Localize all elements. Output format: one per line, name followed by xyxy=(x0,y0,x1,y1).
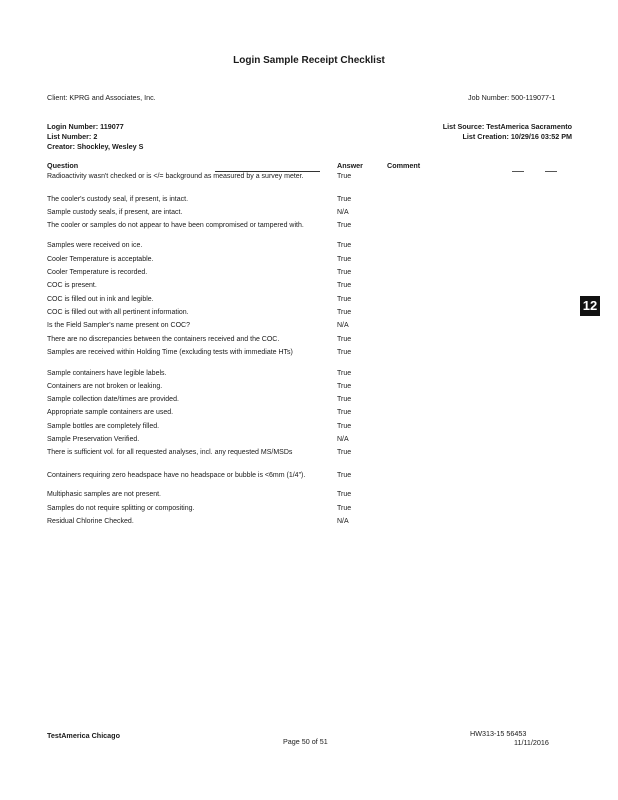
page-title: Login Sample Receipt Checklist xyxy=(233,55,385,66)
question-cell: COC is present. xyxy=(47,282,97,289)
question-cell: Samples were received on ice. xyxy=(47,242,143,249)
answer-cell: True xyxy=(337,472,352,479)
question-cell: COC is filled out with all pertinent information. xyxy=(47,309,189,316)
list-number: List Number: 2 xyxy=(47,132,98,141)
answer-cell: N/A xyxy=(337,518,349,525)
question-cell: Samples do not require splitting or compositing. xyxy=(47,505,195,512)
header-dash xyxy=(545,171,557,172)
question-cell: Cooler Temperature is recorded. xyxy=(47,269,148,276)
answer-cell: N/A xyxy=(337,209,349,216)
column-header-comment: Comment xyxy=(387,161,421,170)
footer-date: 11/11/2016 xyxy=(514,738,549,747)
question-cell: Sample collection date/times are provided. xyxy=(47,396,179,403)
answer-cell: True xyxy=(337,409,352,416)
question-cell: Is the Field Sampler's name present on COC? xyxy=(47,322,190,329)
question-cell: The cooler or samples do not appear to have been compromised or tampered with. xyxy=(47,222,304,229)
question-cell: Sample custody seals, if present, are intact. xyxy=(47,209,183,216)
question-cell: Containers are not broken or leaking. xyxy=(47,383,163,390)
footer-lab: TestAmerica Chicago xyxy=(47,731,120,740)
answer-cell: True xyxy=(337,505,352,512)
client-label: Client: KPRG and Associates, Inc. xyxy=(47,93,156,102)
answer-cell: True xyxy=(337,296,352,303)
answer-cell: True xyxy=(337,396,352,403)
list-creation: List Creation: 10/29/16 03:52 PM xyxy=(462,132,572,141)
question-cell: Residual Chlorine Checked. xyxy=(47,518,134,525)
answer-cell: True xyxy=(337,242,352,249)
question-cell: The cooler's custody seal, if present, is intact. xyxy=(47,196,189,203)
answer-cell: True xyxy=(337,336,352,343)
question-cell: Sample Preservation Verified. xyxy=(47,436,140,443)
job-number: Job Number: 500-119077-1 xyxy=(468,93,556,102)
column-header-question: Question xyxy=(47,161,79,170)
answer-cell: True xyxy=(337,222,352,229)
column-header-answer: Answer xyxy=(337,161,363,170)
answer-cell: True xyxy=(337,173,352,180)
footer-page: Page 50 of 51 xyxy=(283,737,328,746)
section-tab: 12 xyxy=(580,296,600,316)
question-cell: Containers requiring zero headspace have no headspace or bubble is <6mm (1/4"). xyxy=(47,472,306,479)
login-number: Login Number: 119077 xyxy=(47,122,124,131)
answer-cell: True xyxy=(337,269,352,276)
question-cell: Sample bottles are completely filled. xyxy=(47,423,160,430)
question-cell: Samples are received within Holding Time (excluding tests with immediate HTs) xyxy=(47,349,293,356)
header-dash xyxy=(512,171,524,172)
answer-cell: True xyxy=(337,491,352,498)
answer-cell: True xyxy=(337,370,352,377)
question-cell: Multiphasic samples are not present. xyxy=(47,491,161,498)
question-cell: Radioactivity wasn't checked or is </= background as measured by a survey meter. xyxy=(47,173,304,180)
question-cell: COC is filled out in ink and legible. xyxy=(47,296,154,303)
answer-cell: True xyxy=(337,282,352,289)
question-cell: There is sufficient vol. for all requested analyses, incl. any requested MS/MSDs xyxy=(47,449,293,456)
answer-cell: True xyxy=(337,256,352,263)
answer-cell: True xyxy=(337,383,352,390)
question-cell: Sample containers have legible labels. xyxy=(47,370,167,377)
answer-cell: True xyxy=(337,423,352,430)
answer-cell: N/A xyxy=(337,322,349,329)
answer-cell: True xyxy=(337,309,352,316)
list-source: List Source: TestAmerica Sacramento xyxy=(442,122,572,131)
creator: Creator: Shockley, Wesley S xyxy=(47,142,144,151)
answer-cell: N/A xyxy=(337,436,349,443)
question-cell: Cooler Temperature is acceptable. xyxy=(47,256,154,263)
answer-cell: True xyxy=(337,449,352,456)
answer-cell: True xyxy=(337,349,352,356)
header-underline xyxy=(215,171,320,172)
footer-ref: HW313-15 56453 xyxy=(470,729,527,738)
question-cell: Appropriate sample containers are used. xyxy=(47,409,174,416)
answer-cell: True xyxy=(337,196,352,203)
question-cell: There are no discrepancies between the containers received and the COC. xyxy=(47,336,280,343)
